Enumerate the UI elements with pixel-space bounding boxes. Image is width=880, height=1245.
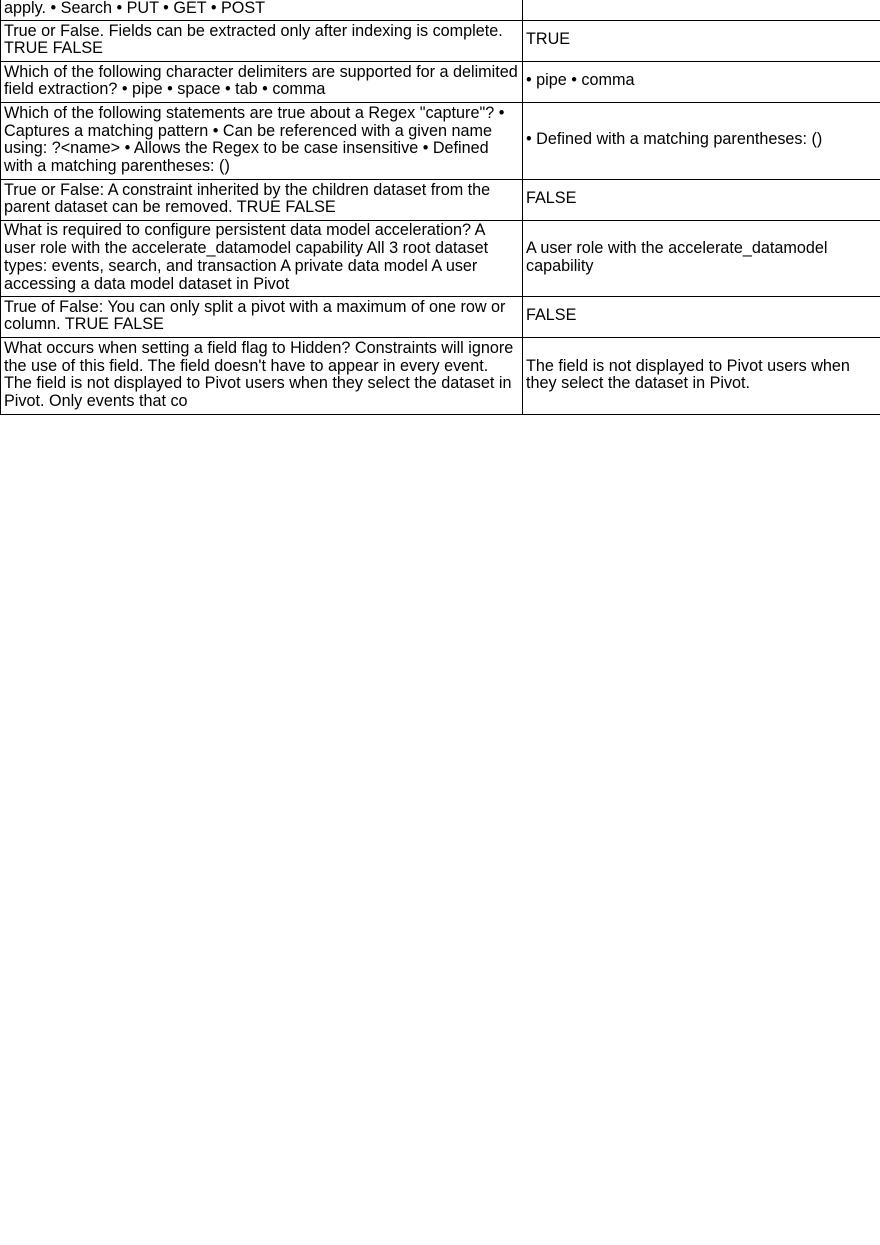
answer-cell: A user role with the accelerate_datamodel capability — [523, 220, 880, 296]
answer-cell: • Defined with a matching parentheses: () — [523, 102, 880, 179]
answer-cell — [523, 0, 880, 20]
table-row — [1, 220, 880, 296]
question-cell: True of False: You can only split a pivot with a maximum of one row or column. TRUE FALSE — [1, 296, 523, 337]
question-cell: What occurs when setting a field flag to Hidden? Constraints will ignore the use of this field. The field doesn't have to appear in every event. The field is not displayed to Pivot users when they select the dataset in Pivot. Only events that co — [1, 337, 523, 414]
question-cell: True or False. Fields can be extracted only after indexing is complete. TRUE FALSE — [1, 20, 523, 61]
question-cell: Which of the following statements are true about a Regex "capture"? • Captures a matching pattern • Can be referenced with a given name using: ?<name> • Allows the Regex to be case insensitive • Defined with a matching parentheses: () — [1, 102, 523, 179]
answer-cell: TRUE — [523, 20, 880, 61]
answer-cell: The field is not displayed to Pivot users when they select the dataset in Pivot. — [523, 337, 880, 414]
question-cell: True or False: A constraint inherited by the children dataset from the parent dataset can be removed. TRUE FALSE — [1, 179, 523, 220]
question-cell: What is required to configure persistent data model acceleration? A user role with the accelerate_datamodel capability All 3 root dataset types: events, search, and transaction A private data model A user accessing a data model dataset in Pivot — [1, 220, 523, 296]
answer-cell: • pipe • comma — [523, 61, 880, 102]
qa-table — [0, 0, 880, 415]
question-cell: Which of the following character delimiters are supported for a delimited field extraction? • pipe • space • tab • comma — [1, 61, 523, 102]
answer-cell: FALSE — [523, 296, 880, 337]
table-row — [1, 102, 880, 179]
table-row — [1, 61, 880, 102]
table-row — [1, 0, 880, 20]
table-row — [1, 20, 880, 61]
question-cell: apply. • Search • PUT • GET • POST — [1, 0, 523, 20]
table-row — [1, 179, 880, 220]
table-row — [1, 296, 880, 337]
table-row — [1, 337, 880, 414]
answer-cell: FALSE — [523, 179, 880, 220]
